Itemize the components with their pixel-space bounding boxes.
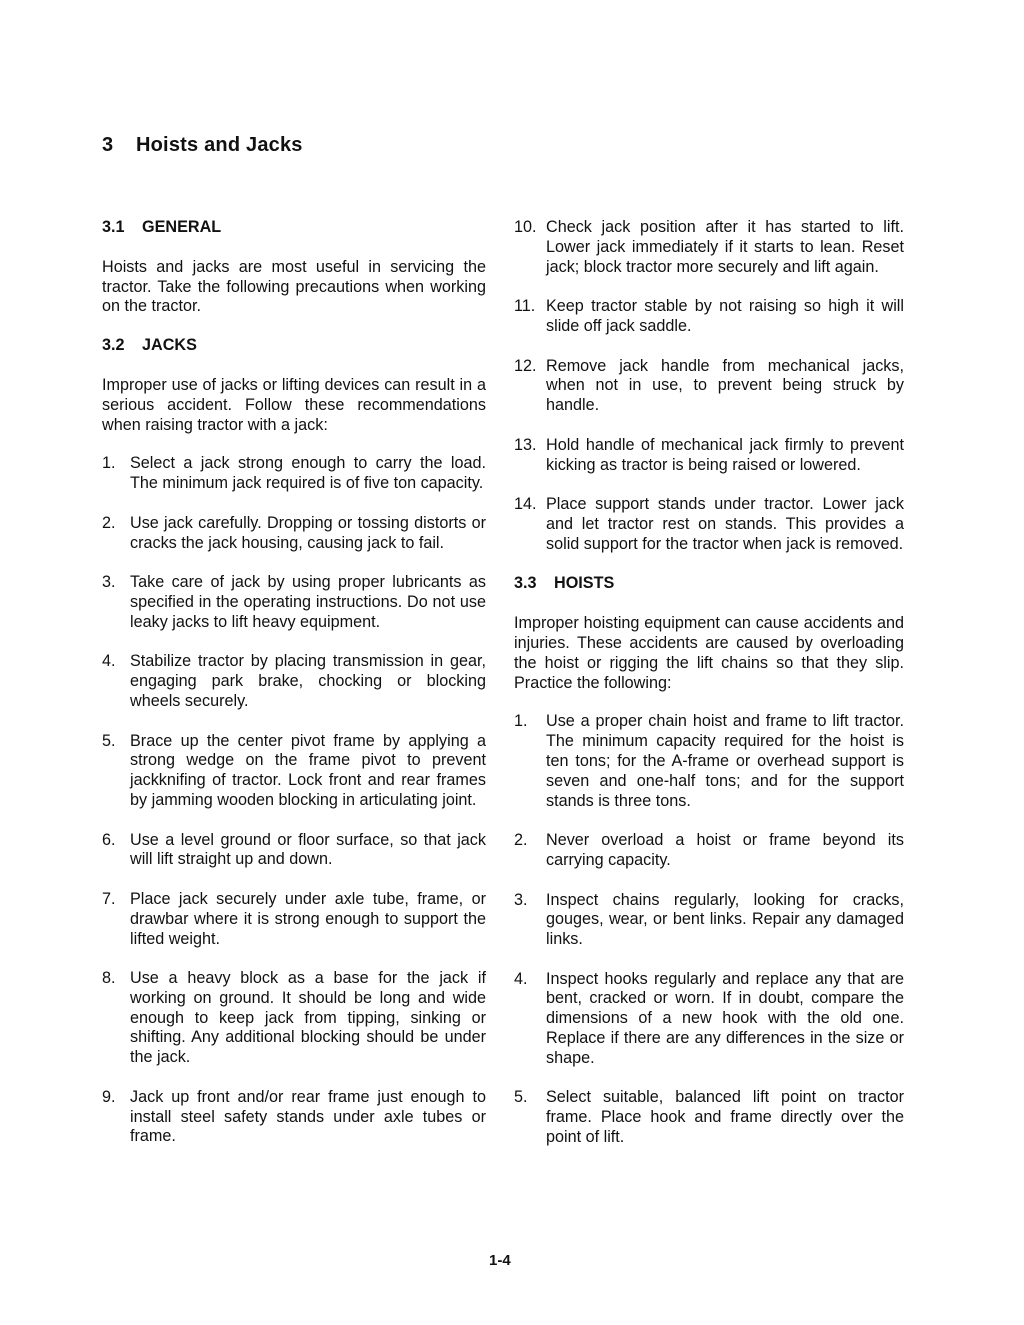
item-number: 12.	[514, 356, 537, 375]
list-item	[514, 891, 904, 950]
section-number: 3.3	[514, 574, 537, 593]
list-item	[102, 969, 486, 1068]
item-number: 1.	[102, 454, 116, 473]
list-item	[514, 970, 904, 1069]
list-item	[102, 652, 486, 711]
item-number: 14.	[514, 495, 537, 514]
item-number: 3.	[102, 573, 116, 592]
list-item	[102, 573, 486, 632]
item-number: 13.	[514, 435, 537, 454]
item-text: Use a proper chain hoist and frame to lift tractor. The minimum capacity required for the hoist is ten tons; for the A-frame or overhead support is seven and one-half tons; and for the support stands is three tons.	[546, 712, 904, 810]
item-number: 2.	[102, 513, 116, 532]
item-number: 1.	[514, 712, 528, 731]
item-number: 8.	[102, 969, 116, 988]
jacks-intro-paragraph: Improper use of jacks or lifting devices can result in a serious accident. Follow these recommendations when raising tractor with a jack:	[102, 375, 486, 434]
item-text: Select a jack strong enough to carry the load. The minimum jack required is of five ton capacity.	[130, 454, 486, 493]
item-text: Select suitable, balanced lift point on tractor frame. Place hook and frame directly over the point of lift.	[546, 1088, 904, 1147]
item-text: Inspect hooks regularly and replace any that are bent, cracked or worn. If in doubt, compare the dimensions of a new hook with the old one. Replace if there are any differences in the size or shape.	[546, 969, 904, 1067]
section-heading-general	[102, 218, 486, 238]
item-number: 4.	[514, 969, 528, 988]
item-text: Never overload a hoist or frame beyond its carrying capacity.	[546, 831, 904, 869]
list-item	[514, 1088, 904, 1147]
item-text: Take care of jack by using proper lubricants as specified in the operating instructions. Do not use leaky jacks to lift heavy equipment.	[130, 573, 486, 631]
item-text: Hold handle of mechanical jack firmly to prevent kicking as tractor is being raised or lowered.	[546, 435, 904, 474]
item-text: Check jack position after it has started to lift. Lower jack immediately if it starts to lean. Reset jack; block tractor more securely and lift again.	[546, 218, 904, 276]
chapter-title	[102, 134, 303, 157]
general-paragraph: Hoists and jacks are most useful in servicing the tractor. Take the following precautions when working on the tractor.	[102, 257, 486, 316]
item-text: Remove jack handle from mechanical jacks, when not in use, to prevent being struck by handle.	[546, 356, 904, 415]
list-item	[102, 514, 486, 554]
section-title: GENERAL	[142, 218, 222, 236]
item-number: 5.	[102, 731, 116, 750]
list-item	[102, 454, 486, 494]
section-number: 3.1	[102, 218, 125, 236]
item-number: 5.	[514, 1088, 528, 1107]
section-heading-jacks	[102, 336, 486, 356]
list-item	[514, 495, 904, 554]
right-column	[514, 218, 904, 1168]
item-text: Place jack securely under axle tube, frame, or drawbar where it is strong enough to support the lifted weight.	[130, 889, 486, 948]
list-item	[514, 712, 904, 811]
section-number: 3.2	[102, 336, 125, 355]
item-text: Jack up front and/or rear frame just enough to install steel safety stands under axle tubes or frame.	[130, 1087, 486, 1146]
item-text: Use a level ground or floor surface, so that jack will lift straight up and down.	[130, 830, 486, 869]
chapter-number: 3	[102, 134, 114, 156]
item-number: 4.	[102, 652, 116, 671]
item-text: Use a heavy block as a base for the jack if working on ground. It should be long and wide enough to keep jack from tipping, sinking or shifting. Any additional blocking should be under the jack.	[130, 969, 486, 1067]
hoists-intro-paragraph: Improper hoisting equipment can cause accidents and injuries. These accidents are caused by overloading the hoist or rigging the lift chains so that they slip. Practice the following:	[514, 614, 904, 692]
list-item	[514, 357, 904, 416]
item-number: 2.	[514, 831, 528, 850]
list-item	[102, 831, 486, 871]
item-number: 3.	[514, 890, 528, 909]
item-number: 7.	[102, 889, 116, 908]
item-number: 9.	[102, 1087, 116, 1106]
left-column	[102, 218, 486, 1167]
item-text: Brace up the center pivot frame by applying a strong wedge on the frame pivot to prevent jackknifing of tractor. Lock front and rear frames by jamming wooden blocking in articulating joint.	[130, 731, 486, 809]
chapter-title-text: Hoists and Jacks	[136, 134, 303, 156]
section-heading-hoists	[514, 574, 904, 594]
list-item	[102, 890, 486, 949]
list-item	[102, 732, 486, 811]
page-number: 1-4	[489, 1252, 511, 1269]
list-item	[514, 218, 904, 277]
item-text: Use jack carefully. Dropping or tossing distorts or cracks the jack housing, causing jack to fail.	[130, 513, 486, 552]
item-number: 10.	[514, 218, 537, 236]
item-text: Keep tractor stable by not raising so high it will slide off jack saddle.	[546, 297, 904, 335]
item-number: 11.	[514, 297, 536, 316]
section-title: HOISTS	[554, 574, 615, 593]
item-text: Inspect chains regularly, looking for cracks, gouges, wear, or bent links. Repair any damaged links.	[546, 890, 904, 949]
list-item	[514, 436, 904, 476]
section-title: JACKS	[142, 336, 197, 355]
item-text: Place support stands under tractor. Lower jack and let tractor rest on stands. This provides a solid support for the tractor when jack is removed.	[546, 495, 904, 553]
item-number: 6.	[102, 830, 116, 849]
item-text: Stabilize tractor by placing transmission in gear, engaging park brake, chocking or blocking wheels securely.	[130, 652, 486, 710]
list-item	[514, 831, 904, 871]
list-item	[514, 297, 904, 337]
list-item	[102, 1088, 486, 1147]
